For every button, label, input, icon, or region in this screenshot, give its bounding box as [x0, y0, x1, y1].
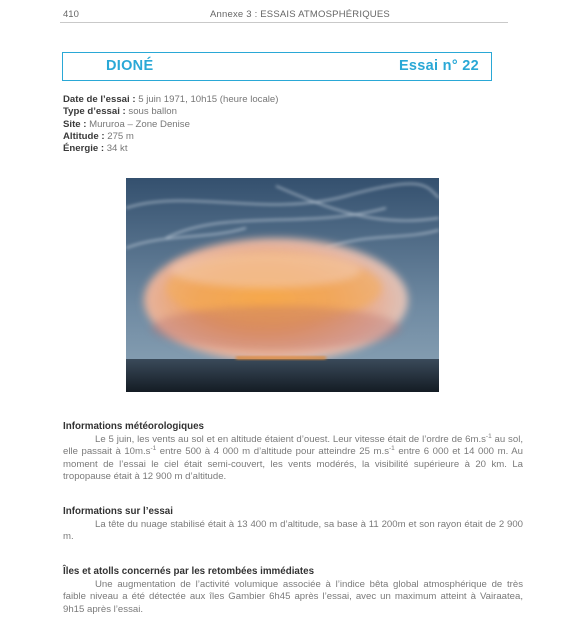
section-text: Une augmentation de l’activité volumique associée à l’indice bêta global atmosphérique de très faible niveau a été détectée aux îles Gambier 6h45 après l’essai, avec un maximum atteint à Vairaatea, 9h15 après l’essai. — [63, 579, 523, 615]
test-name: DIONÉ — [106, 58, 154, 74]
fact-value: sous ballon — [128, 106, 177, 118]
section-essai — [63, 506, 523, 544]
superscript: -1 — [485, 433, 492, 441]
section-title: Informations sur l’essai — [63, 506, 173, 517]
section-text — [63, 434, 523, 483]
section-title: Îles et atolls concernés par les retombées immédiates — [63, 566, 315, 577]
fact-value: 275 m — [107, 130, 134, 142]
fact-energy — [63, 143, 278, 155]
section-meteo — [63, 421, 523, 483]
fact-date — [63, 94, 278, 106]
section-text: La tête du nuage stabilisé était à 13 400 m d’altitude, sa base à 11 200m et son rayon était de 2 900 m. — [63, 519, 523, 543]
fact-site — [63, 119, 278, 131]
fact-altitude — [63, 131, 278, 143]
fact-value: 34 kt — [106, 143, 128, 155]
test-facts — [63, 94, 278, 155]
explosion-photo — [126, 178, 439, 392]
page-header — [0, 0, 567, 24]
fact-label: Site : — [63, 118, 90, 130]
fact-label: Date de l’essai : — [63, 94, 139, 105]
section-title: Informations météorologiques — [63, 421, 204, 432]
fact-label: Type d’essai : — [63, 106, 129, 118]
fact-value: 5 juin 1971, 10h15 (heure locale) — [138, 94, 279, 105]
page-number: 410 — [63, 9, 79, 20]
text-run: Le 5 juin, les vents au sol et en altitude étaient d’ouest. Leur vitesse était de l’ordre de 6m.s — [95, 434, 486, 446]
text-run: entre 6 000 et 14 000 m. Au moment de l’essai le ciel était semi-couvert, les vents modérés, la visibilité supérieure à 20 km. La tropopause était à 12 900 m d’altitude. — [63, 446, 523, 482]
fact-label: Altitude : — [63, 130, 108, 142]
fact-value: Mururoa – Zone Denise — [89, 118, 190, 130]
fact-label: Énergie : — [63, 143, 107, 155]
fact-type — [63, 106, 278, 118]
running-head: Annexe 3 : ESSAIS ATMOSPHÉRIQUES — [210, 9, 390, 20]
superscript: -1 — [389, 445, 395, 453]
test-title-box — [62, 52, 492, 81]
header-rule — [60, 22, 508, 23]
text-run: au sol, elle passait à 10m.s — [63, 434, 523, 458]
test-number: Essai n° 22 — [398, 58, 479, 74]
superscript: -1 — [150, 445, 157, 453]
mushroom-cloud-image — [126, 178, 439, 392]
text-run: entre 500 à 4 000 m d’altitude pour atteindre 25 m.s — [156, 446, 389, 458]
section-retombees — [63, 566, 523, 616]
